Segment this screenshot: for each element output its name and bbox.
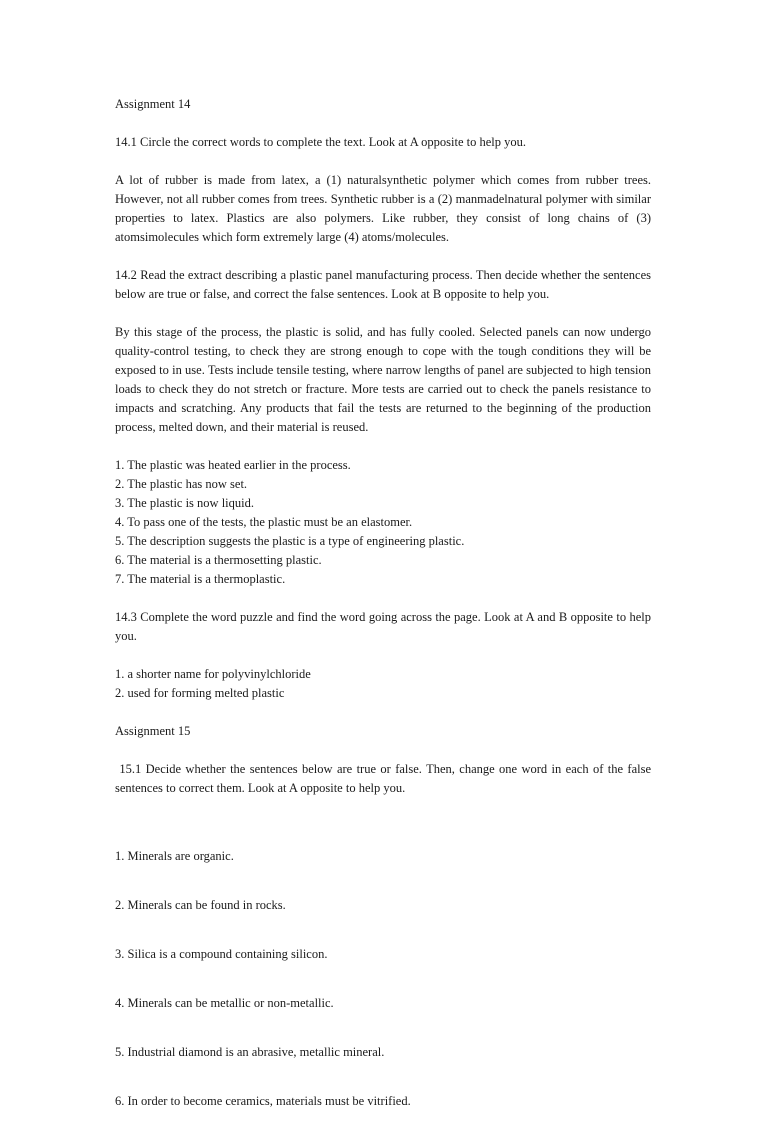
question-15-1-prompt: 15.1 Decide whether the sentences below are true or false. Then, change one word in each of the false sentences to correct them. Look at A opposite to help you. (115, 762, 655, 795)
question-14-1-text: A lot of rubber is made from latex, a (1) naturalsynthetic polymer which comes from rubber trees. However, not all rubber comes from trees. Synthetic rubber is a (2) manmadelnatural polymer with similar properties to latex. Plastics are also polymers. Like rubber, they consist of long chains of (3) atomsimolecules which form extremely large (4) atoms/molecules. (115, 173, 651, 244)
list-item: 4. To pass one of the tests, the plastic must be an elastomer. (115, 515, 413, 529)
list-item: 5. Industrial diamond is an abrasive, metallic mineral. (115, 1045, 385, 1059)
list-item: 2. Minerals can be found in rocks. (115, 898, 286, 912)
list-item: 7. The material is a thermoplastic. (115, 572, 286, 586)
question-14-2-prompt: 14.2 Read the extract describing a plastic panel manufacturing process. Then decide whether the sentences below are true or false, and correct the false sentences. Look at B opposite to help you. (115, 268, 651, 301)
list-item: 1. a shorter name for polyvinylchloride (115, 667, 311, 681)
list-item: 1. Minerals are organic. (115, 849, 234, 863)
list-item: 1. The plastic was heated earlier in the process. (115, 458, 351, 472)
question-14-2-list (115, 456, 651, 589)
question-14-3-list (115, 665, 651, 703)
document-page (115, 95, 655, 1141)
list-item: 5. The description suggests the plastic is a type of engineering plastic. (115, 534, 465, 548)
list-item: 2. The plastic has now set. (115, 477, 248, 491)
assignment-14-title: Assignment 14 (115, 97, 191, 111)
list-item: 3. The plastic is now liquid. (115, 496, 254, 510)
list-item: 4. Minerals can be metallic or non-metallic. (115, 996, 334, 1010)
assignment-15-title: Assignment 15 (115, 724, 191, 738)
list-item: 2. used for forming melted plastic (115, 686, 285, 700)
question-14-1-prompt: 14.1 Circle the correct words to complete the text. Look at A opposite to help you. (115, 135, 527, 149)
list-item: 6. In order to become ceramics, materials must be vitrified. (115, 1094, 411, 1108)
list-item: 6. The material is a thermosetting plastic. (115, 553, 322, 567)
question-15-1-list (115, 817, 651, 1141)
question-14-2-text: By this stage of the process, the plastic is solid, and has fully cooled. Selected panels can now undergo quality-control testing, to check they are strong enough to cope with the tough conditions they will be exposed to in use. Tests include tensile testing, where narrow lengths of panel are subjected to high tension loads to check they do not stretch or fracture. More tests are carried out to check the panels resistance to impacts and scratching. Any products that fail the tests are returned to the beginning of the production process, melted down, and their material is reused. (115, 325, 651, 434)
list-item: 3. Silica is a compound containing silicon. (115, 947, 328, 961)
question-14-3-prompt: 14.3 Complete the word puzzle and find the word going across the page. Look at A and B opposite to help you. (115, 610, 651, 643)
